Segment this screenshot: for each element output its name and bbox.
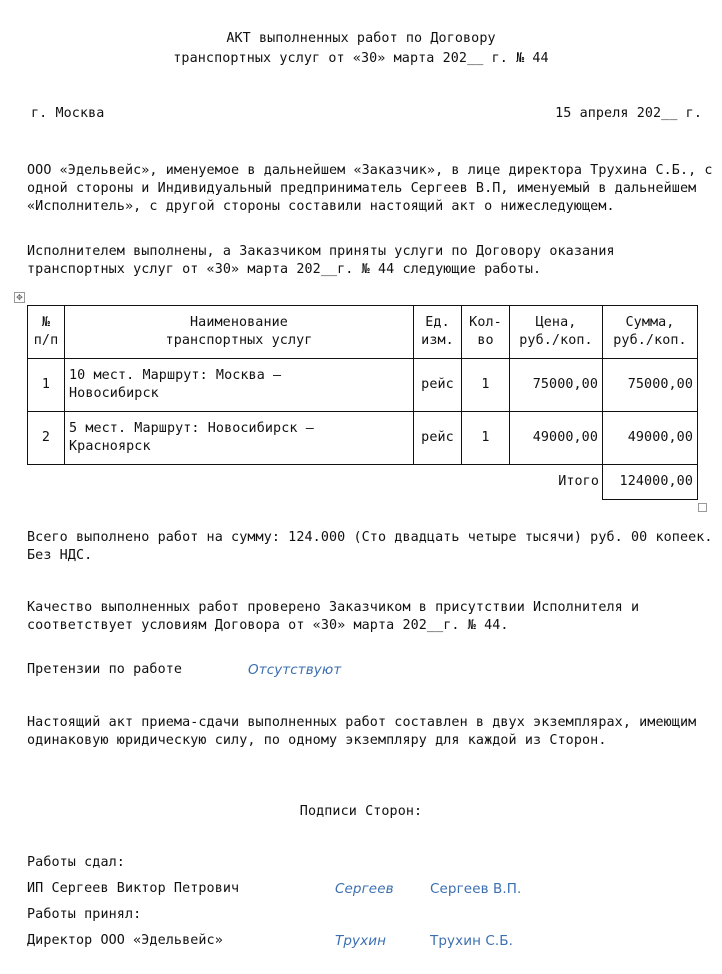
table-move-handle-icon[interactable]: ✥ <box>14 292 25 303</box>
table-total-row <box>28 465 698 500</box>
row-sum: 75000,00 <box>603 359 698 412</box>
quality-text: Качество выполненных работ проверено Заказчиком в присутствии Исполнителя и соответствует условиям Договора от «30» марта 202__г. № 44. <box>27 600 640 634</box>
city: г. Москва <box>31 106 105 121</box>
services-paragraph: Исполнителем выполнены, а Заказчиком приняты услуги по Договору оказания транспортных услуг от «30» марта 202__г. № 44 следующие работы. <box>27 244 615 278</box>
row-sum: 49000,00 <box>603 412 698 465</box>
contractor-name: ИП Сергеев Виктор Петрович <box>27 881 240 896</box>
customer-short-name: Трухин С.Б. <box>430 933 514 949</box>
row-name: 5 мест. Маршрут: Новосибирск – Красноярск <box>65 412 414 465</box>
copies-text: Настоящий акт приема-сдачи выполненных работ составлен в двух экземплярах, имеющим одинаковую юридическую силу, по одному экземпляру для каждой из Сторон. <box>27 715 697 749</box>
row-price: 49000,00 <box>510 412 603 465</box>
intro-paragraph: ООО «Эдельвейс», именуемое в дальнейшем «Заказчик», в лице директора Трухина С.Б., с одной стороны и Индивидуальный предприниматель Сергеев В.П, именуемый в дальнейшем «Исполнитель», с другой стороны составили настоящий акт о нижеследующем. <box>27 163 713 215</box>
header-unit: Ед. изм. <box>414 306 462 359</box>
header-num: № п/п <box>28 306 65 359</box>
row-qty: 1 <box>462 412 510 465</box>
header-price: Цена, руб./коп. <box>510 306 603 359</box>
total-value: 124000,00 <box>603 465 698 500</box>
table-header-row <box>28 306 698 359</box>
header-sum: Сумма, руб./коп. <box>603 306 698 359</box>
row-price: 75000,00 <box>510 359 603 412</box>
row-qty: 1 <box>462 359 510 412</box>
document-title-line1: АКТ выполненных работ по Договору <box>226 31 496 46</box>
row-num: 2 <box>28 412 65 465</box>
accepted-label: Работы принял: <box>27 907 142 922</box>
row-unit: рейс <box>414 412 462 465</box>
customer-signature: Трухин <box>335 933 386 949</box>
claims-label: Претензии по работе <box>27 662 183 677</box>
header-name: Наименование транспортных услуг <box>65 306 414 359</box>
table-row <box>28 412 698 465</box>
row-num: 1 <box>28 359 65 412</box>
handed-label: Работы сдал: <box>27 855 125 870</box>
services-table <box>27 305 698 500</box>
signatures-heading: Подписи Сторон: <box>299 804 423 819</box>
row-unit: рейс <box>414 359 462 412</box>
contractor-signature: Сергеев <box>335 881 394 897</box>
total-sum-text: Всего выполнено работ на сумму: 124.000 (Сто двадцать четыре тысячи) руб. 00 копеек. Без НДС. <box>27 530 713 564</box>
header-qty: Кол- во <box>462 306 510 359</box>
document-date: 15 апреля 202__ г. <box>555 106 702 121</box>
document-title-line2: транспортных услуг от «30» марта 202__ г. № 44 <box>173 51 549 66</box>
table-resize-handle[interactable] <box>698 503 707 512</box>
customer-name: Директор ООО «Эдельвейс» <box>27 933 223 948</box>
claims-value: Отсутствуют <box>248 662 342 678</box>
row-name: 10 мест. Маршрут: Москва – Новосибирск <box>65 359 414 412</box>
contractor-short-name: Сергеев В.П. <box>430 881 522 897</box>
table-row <box>28 359 698 412</box>
total-label: Итого <box>558 474 599 490</box>
